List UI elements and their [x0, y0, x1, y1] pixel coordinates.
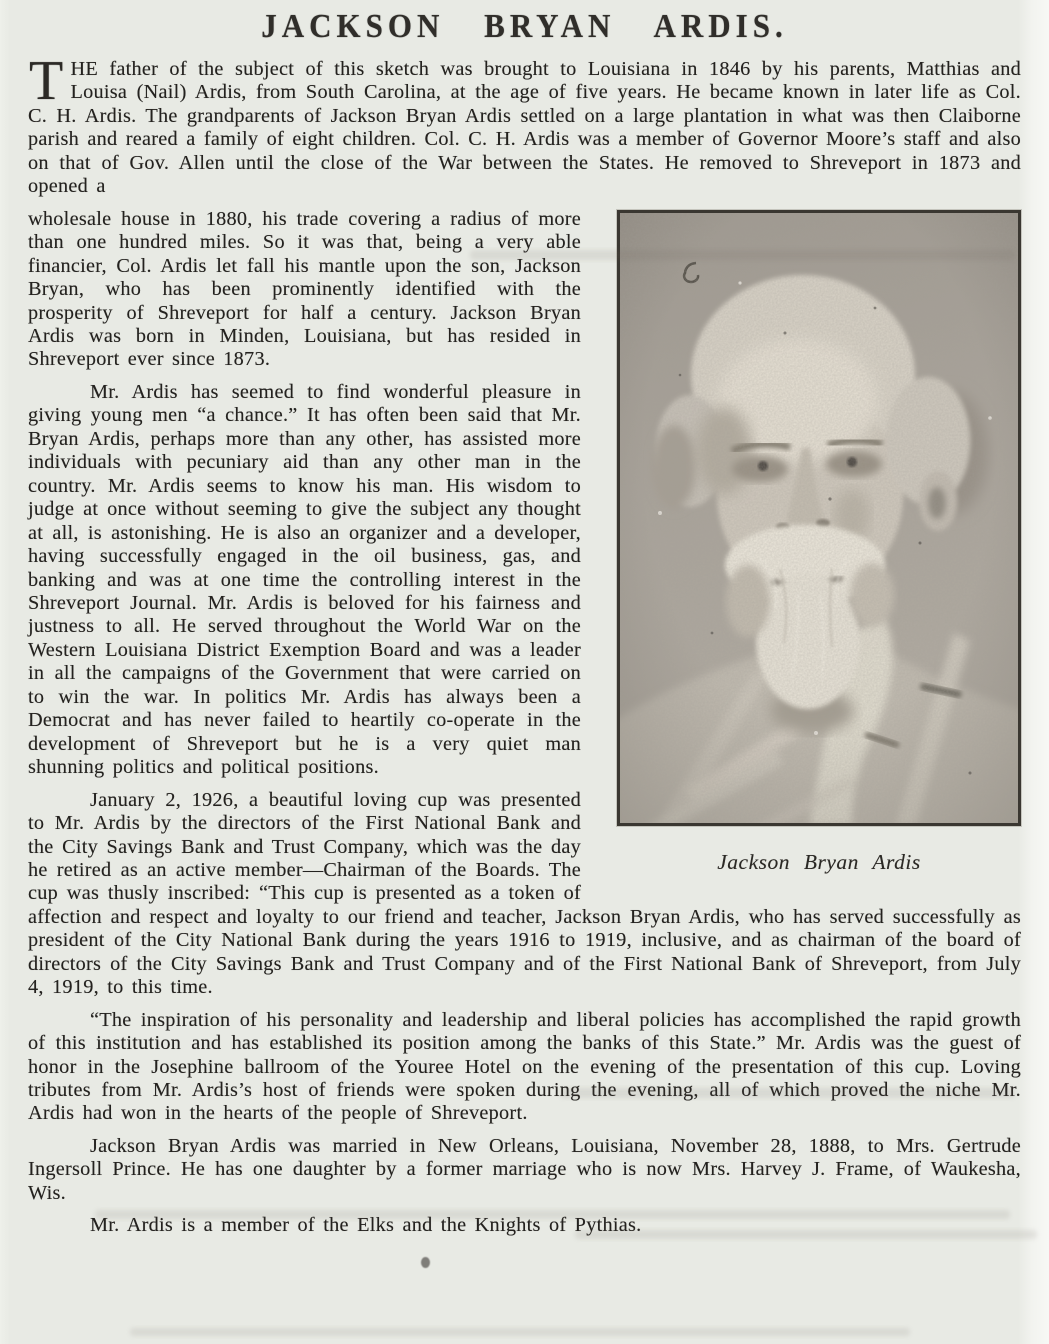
- paragraph-1-intro-text: HE father of the subject of this sketch was brought to Louisiana in 1846 by his parents, Matthias and Louisa (Nail) Ardis, from South Carolina, at the age of five years. He became known in later life as Col. C. H. Ardis. The grandparents of Jackson Bryan Ardis settled on a large plantation in what was then Claiborne parish and reared a family of eight children. Col. C. H. Ardis was a member of Governor Moore’s staff and also on that of Gov. Allen until the close of the War between the States. He removed to Shreveport in 1873 and opened a: [28, 58, 1021, 198]
- drop-cap: T: [29, 50, 64, 112]
- paragraph-1-continued: wholesale house in 1880, his trade covering a radius of more than one hundred miles. So it was that, being a very able financier, Col. Ardis let fall his mantle upon the son, Jackson Bryan, who has been prominently identified with the prosperity of Shreveport for half a century. Jackson Bryan Ardis was born in Minden, Louisiana, but has resided in Shreveport ever since 1873.: [28, 207, 581, 371]
- paragraph-4: “The inspiration of his personality and leadership and liberal policies has accomplished the rapid growth of this institution and has established its position among the banks of this State.” Mr. Ardis was the guest of honor in the Josephine ballroom of the Youree Hotel on the evening of the presentation of this cup. Loving tributes from Mr. Ardis’s host of friends were spoken during the evening, all of which proved the niche Mr. Ardis had won in the hearts of the people of Shreveport.: [28, 1008, 1021, 1125]
- scan-artifact: [130, 1328, 910, 1336]
- portrait-illustration: [620, 213, 1018, 823]
- paragraph-6: Mr. Ardis is a member of the Elks and the Knights of Pythias.: [90, 1214, 642, 1237]
- body-text: [28, 50, 1021, 1238]
- paragraph-3: January 2, 1926, a beautiful loving cup was presented to Mr. Ardis by the directors of the First National Bank and the City Savings Bank and Trust Company, which was the day he retired as an active member—Chairman of the Boards. The cup was thusly inscribed: “This cup is presented as a token of affection and respect and loyalty to our friend and teacher, Jackson Bryan Ardis, who has served successfully as president of the City National Bank during the years 1916 to 1919, inclusive, and as chairman of the board of directors of the City Savings Bank and Trust Company and of the First National Bank of Shreveport, from July 4, 1919, to this time.: [28, 788, 1021, 999]
- page-title-text: JACKSON BRYAN ARDIS.: [261, 6, 788, 45]
- paragraph-5: Jackson Bryan Ardis was married in New Orleans, Louisiana, November 28, 1888, to Mrs. Gertrude Ingersoll Prince. He has one daughter by a former marriage who is now Mrs. Harvey J. Frame, of Waukesha, Wis.: [28, 1134, 1021, 1204]
- photo-wrap-zone: [28, 208, 1021, 1000]
- portrait-photo: [617, 210, 1021, 826]
- portrait-figure: [617, 210, 1021, 874]
- paragraph-2: Mr. Ardis has seemed to find wonderful pleasure in giving young men “a chance.” It has often been said that Mr. Bryan Ardis, perhaps more than any other, has assisted more individuals with pecuniary aid than any other man in the country. Mr. Ardis seems to know his man. His wisdom to judge at once without seeming to give the subject any thought at all, is astonishing. He is also an organizer and a developer, having successfully engaged in the oil business, gas, and banking and was at one time the controlling interest in the Shreveport Journal. Mr. Ardis is beloved for his fairness and justness to all. He served throughout the World War on the Western Louisiana District Exemption Board and was a leader in all the campaigns of the Government that were carried on to win the war. In politics Mr. Ardis has always been a Democrat and has never failed to heartily co-operate in the development of Shreveport but he is a very quiet man shunning politics and political positions.: [28, 380, 581, 779]
- paragraph-1-intro: [28, 50, 1021, 199]
- ink-blot-artifact: [421, 1257, 430, 1268]
- page-content: [28, 8, 1021, 1247]
- photo-caption: Jackson Bryan Ardis: [717, 849, 921, 874]
- page-title: [28, 8, 1021, 44]
